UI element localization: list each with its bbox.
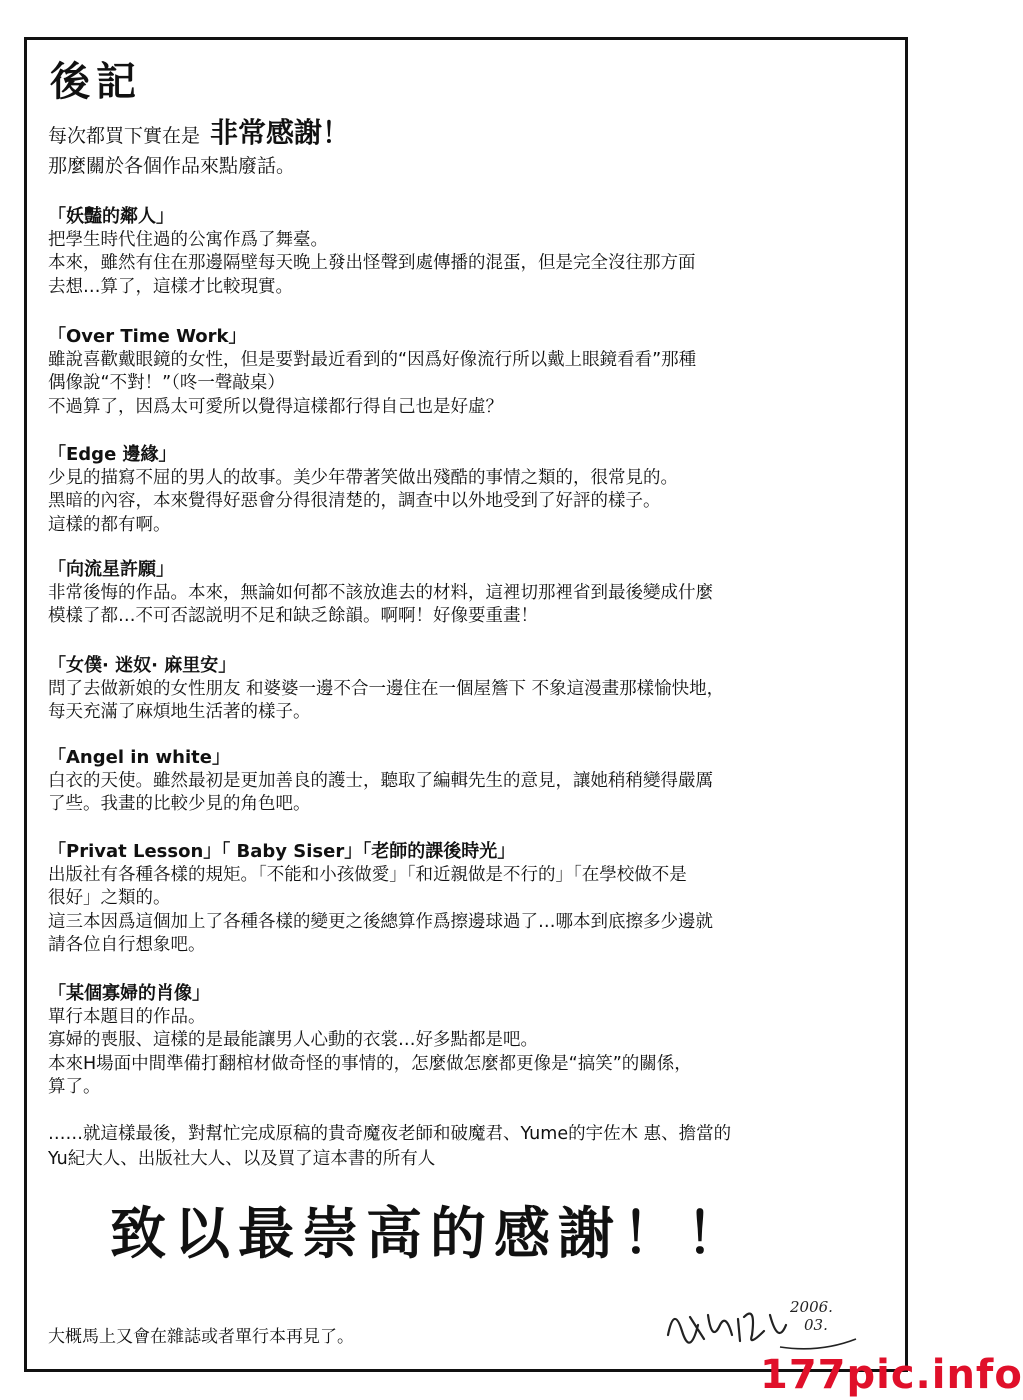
section-heading: 「Over Time Work」 — [48, 326, 247, 347]
section-line: 出版社有各種各樣的規矩。「不能和小孩做愛」「和近親做是不行的」「在學校做不是 — [48, 864, 687, 885]
section-heading: 「Angel in white」 — [48, 747, 230, 768]
signature-date-month: 03. — [804, 1316, 828, 1334]
section-heading: 「某個寡婦的肖像」 — [48, 983, 210, 1004]
section-maid — [48, 654, 878, 725]
section-private-lesson — [48, 840, 878, 958]
section-line: 本來H場面中間準備打翻棺材做奇怪的事情的，怎麼做怎麼都更像是“搞笑”的關係， — [48, 1053, 692, 1074]
section-line: 偶像說“不對！”（咚一聲敲桌） — [48, 373, 285, 393]
section-line: 雖說喜歡戴眼鏡的女性，但是要對最近看到的“因爲好像流行所以戴上眼鏡看看”那種 — [48, 349, 697, 370]
section-line: 單行本題目的作品。 — [48, 1006, 206, 1027]
section-widow-portrait — [48, 982, 878, 1100]
page-title: 後記 — [50, 58, 142, 105]
section-line: 去想…算了，這樣才比較現實。 — [48, 276, 293, 297]
intro-emphasis: 非常感謝！ — [210, 116, 351, 149]
section-line: 黑暗的內容，本來覺得好惡會分得很清楚的，調查中以外地受到了好評的樣子。 — [48, 491, 661, 511]
intro-line-1 — [48, 118, 350, 151]
closing-line: ……就這樣最後，對幫忙完成原稿的貴奇魔夜老師和破魔君、Yume的宇佐木 惠、擔當的 — [48, 1124, 732, 1144]
section-heading: 「Privat Lesson」「 Baby Siser」「老師的課後時光」 — [48, 841, 516, 862]
section-angel-in-white — [48, 746, 878, 817]
big-thanks-heading: 致以最崇高的感謝！！ — [110, 1201, 750, 1267]
section-line: 了些。我畫的比較少見的角色吧。 — [48, 794, 311, 814]
section-line: 白衣的天使。雖然最初是更加善良的護士，聽取了編輯先生的意見，讓她稍稍變得嚴厲 — [48, 770, 713, 791]
footer-text: 大概馬上又會在雜誌或者單行本再見了。 — [48, 1327, 354, 1347]
signature-date — [790, 1298, 833, 1334]
section-heading: 「向流星許願」 — [48, 559, 174, 580]
section-line: 本來，雖然有住在那邊隔壁每天晚上發出怪聲到處傳播的混蛋，但是完全沒往那方面 — [48, 253, 696, 273]
signature-date-year: 2006. — [790, 1298, 833, 1316]
section-heading: 「Edge 邊緣」 — [48, 444, 177, 465]
section-line: 不過算了，因爲太可愛所以覺得這樣都行得自己也是好虛？ — [48, 396, 503, 417]
section-line: 模樣了都…不可否認説明不足和缺乏餘韻。啊啊！好像要重畫！ — [48, 606, 538, 626]
section-wish-upon-star — [48, 558, 878, 629]
section-line: 非常後悔的作品。本來，無論如何都不該放進去的材料，這裡切那裡省到最後變成什麼 — [48, 582, 713, 603]
section-line: 寡婦的喪服、這樣的是最能讓男人心動的衣裳…好多點都是吧。 — [48, 1030, 538, 1050]
section-line: 這三本因爲這個加上了各種各樣的變更之後總算作爲擦邊球過了…哪本到底擦多少邊就 — [48, 911, 713, 932]
section-heading: 「妖豔的鄰人」 — [48, 206, 174, 227]
watermark: 177pic.info — [760, 1352, 1023, 1398]
section-line: 這樣的都有啊。 — [48, 514, 171, 535]
intro — [48, 118, 350, 181]
section-line: 每天充滿了麻煩地生活著的樣子。 — [48, 702, 311, 722]
section-edge — [48, 443, 878, 537]
section-line: 很好」之類的。 — [48, 888, 171, 908]
intro-line-2: 那麼關於各個作品來點廢話。 — [48, 155, 296, 177]
section-youyan — [48, 205, 878, 299]
section-over-time-work — [48, 325, 878, 419]
intro-prefix: 每次都買下實在是 — [48, 125, 201, 147]
section-line: 請各位自行想象吧。 — [48, 935, 206, 955]
section-line: 把學生時代住過的公寓作爲了舞臺。 — [48, 229, 328, 250]
section-heading: 「女僕· 迷奴· 麻里安」 — [48, 655, 237, 676]
section-line: 算了。 — [48, 1077, 101, 1097]
closing-line: Yu紀大人、出版社大人、以及買了這本書的所有人 — [48, 1149, 436, 1169]
section-line: 少見的描寫不屈的男人的故事。美少年帶著笑做出殘酷的事情之類的，很常見的。 — [48, 467, 678, 488]
section-line: 問了去做新娘的女性朋友 和婆婆一邊不合一邊住在一個屋簷下 不象這漫畫那樣愉快地， — [48, 678, 725, 699]
closing-text — [48, 1122, 731, 1172]
